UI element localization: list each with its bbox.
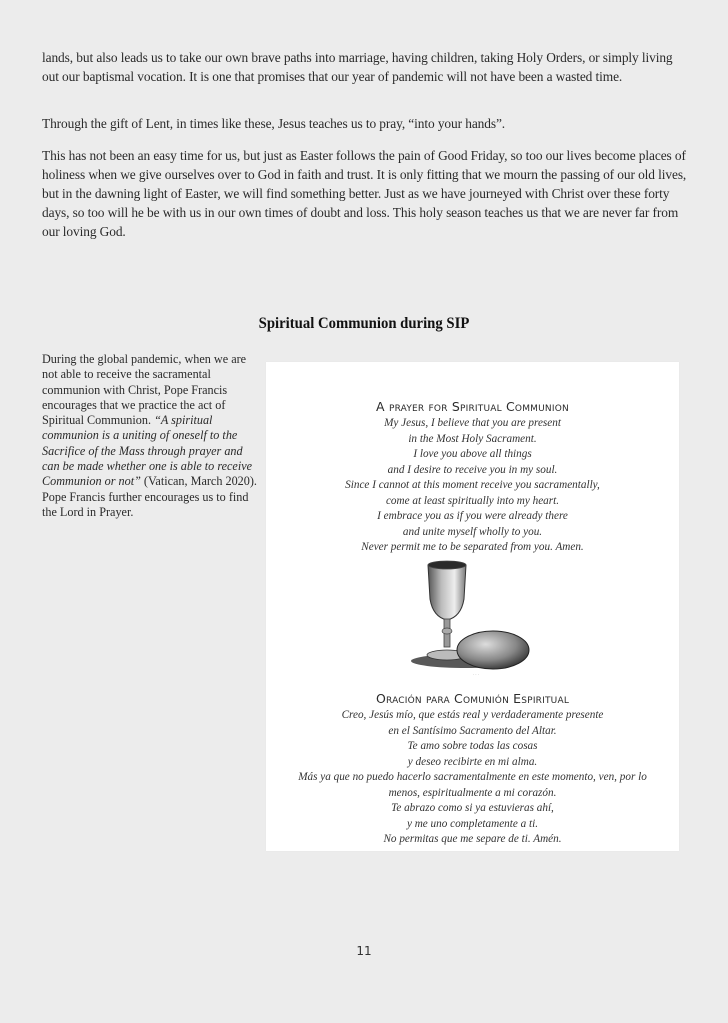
prayer-card-image	[266, 362, 679, 851]
illustration-caption: · · ·	[473, 673, 479, 677]
prayer-line: and I desire to receive you in my soul.	[387, 463, 558, 476]
prayer-line: y deseo recibirte en mi alma.	[407, 755, 538, 768]
sidebar-paragraph	[42, 352, 260, 520]
prayer-line: No permitas que me separe de ti. Amén.	[383, 833, 562, 845]
page-number: 11	[356, 944, 372, 958]
prayer-line: menos, espiritualmente a mi corazón.	[388, 786, 557, 799]
section-title: Spiritual Communion during SIP	[258, 315, 470, 332]
sidebar-intro: During the global pandemic, when we are not able to receive the sacramental communion with Christ, Pope Francis encourages that we practice the act of Spiritual Communion.	[42, 352, 247, 428]
prayer-lines-spanish	[266, 708, 679, 848]
prayer-line: in the Most Holy Sacrament.	[408, 432, 537, 445]
prayer-line: come at least spiritually into my heart.	[385, 494, 560, 507]
prayer-line: y me uno completamente a ti.	[406, 817, 539, 830]
prayer-line: and unite myself wholly to you.	[402, 525, 543, 538]
prayer-heading-spanish: Oración para Comunión Espiritual	[375, 691, 570, 706]
prayer-line: I embrace you as if you were already there	[377, 510, 568, 522]
prayer-heading-english: A prayer for Spiritual Communion	[376, 399, 569, 414]
body-paragraph-2: Through the gift of Lent, in times like these, Jesus teaches us to pray, “into your hands”.	[42, 116, 506, 131]
prayer-line: Since I cannot at this moment receive you sacramentally,	[345, 479, 600, 491]
prayer-line: Creo, Jesús mío, que estás real y verdaderamente presente	[341, 709, 604, 721]
prayer-line: Te amo sobre todas las cosas	[407, 740, 538, 752]
prayer-line: Más ya que no puedo hacerlo sacramentalmente en este momento, ven, por lo	[298, 771, 647, 783]
prayer-line: en el Santísimo Sacramento del Altar.	[388, 724, 557, 737]
sidebar-outro: (Vatican, March 2020). Pope Francis further encourages us to find the Lord in Prayer.	[42, 474, 257, 519]
prayer-line: I love you above all things	[413, 448, 532, 460]
prayer-line: Te abrazo como si ya estuvieras ahí,	[391, 802, 554, 814]
body-paragraph-3: This has not been an easy time for us, but just as Easter follows the pain of Good Friday, so too our lives become places of holiness when we give ourselves over to God in faith and trust. It is only fitting that we mourn the passing of our old lives, but in the dawning light of Easter, we will find something better. Just as we have journeyed with Christ over these forty days, so too will he be with us in our own times of doubt and loss. This holy season teaches us that we are never far from our loving God.	[42, 148, 687, 239]
chalice-and-bread-icon	[381, 557, 571, 682]
body-paragraph-1: lands, but also leads us to take our own brave paths into marriage, having children, taking Holy Orders, or simply living out our baptismal vocation. It is one that promises that our year of pandemic will not have been a wasted time.	[42, 50, 673, 84]
prayer-line: My Jesus, I believe that you are present	[384, 417, 561, 429]
prayer-lines-english	[266, 416, 679, 556]
sidebar-quote: “A spiritual communion is a uniting of oneself to the Sacrifice of the Mass through prayer and can be made whether one is able to receive Communion or not”	[42, 413, 253, 489]
prayer-line: Never permit me to be separated from you. Amen.	[361, 541, 584, 553]
